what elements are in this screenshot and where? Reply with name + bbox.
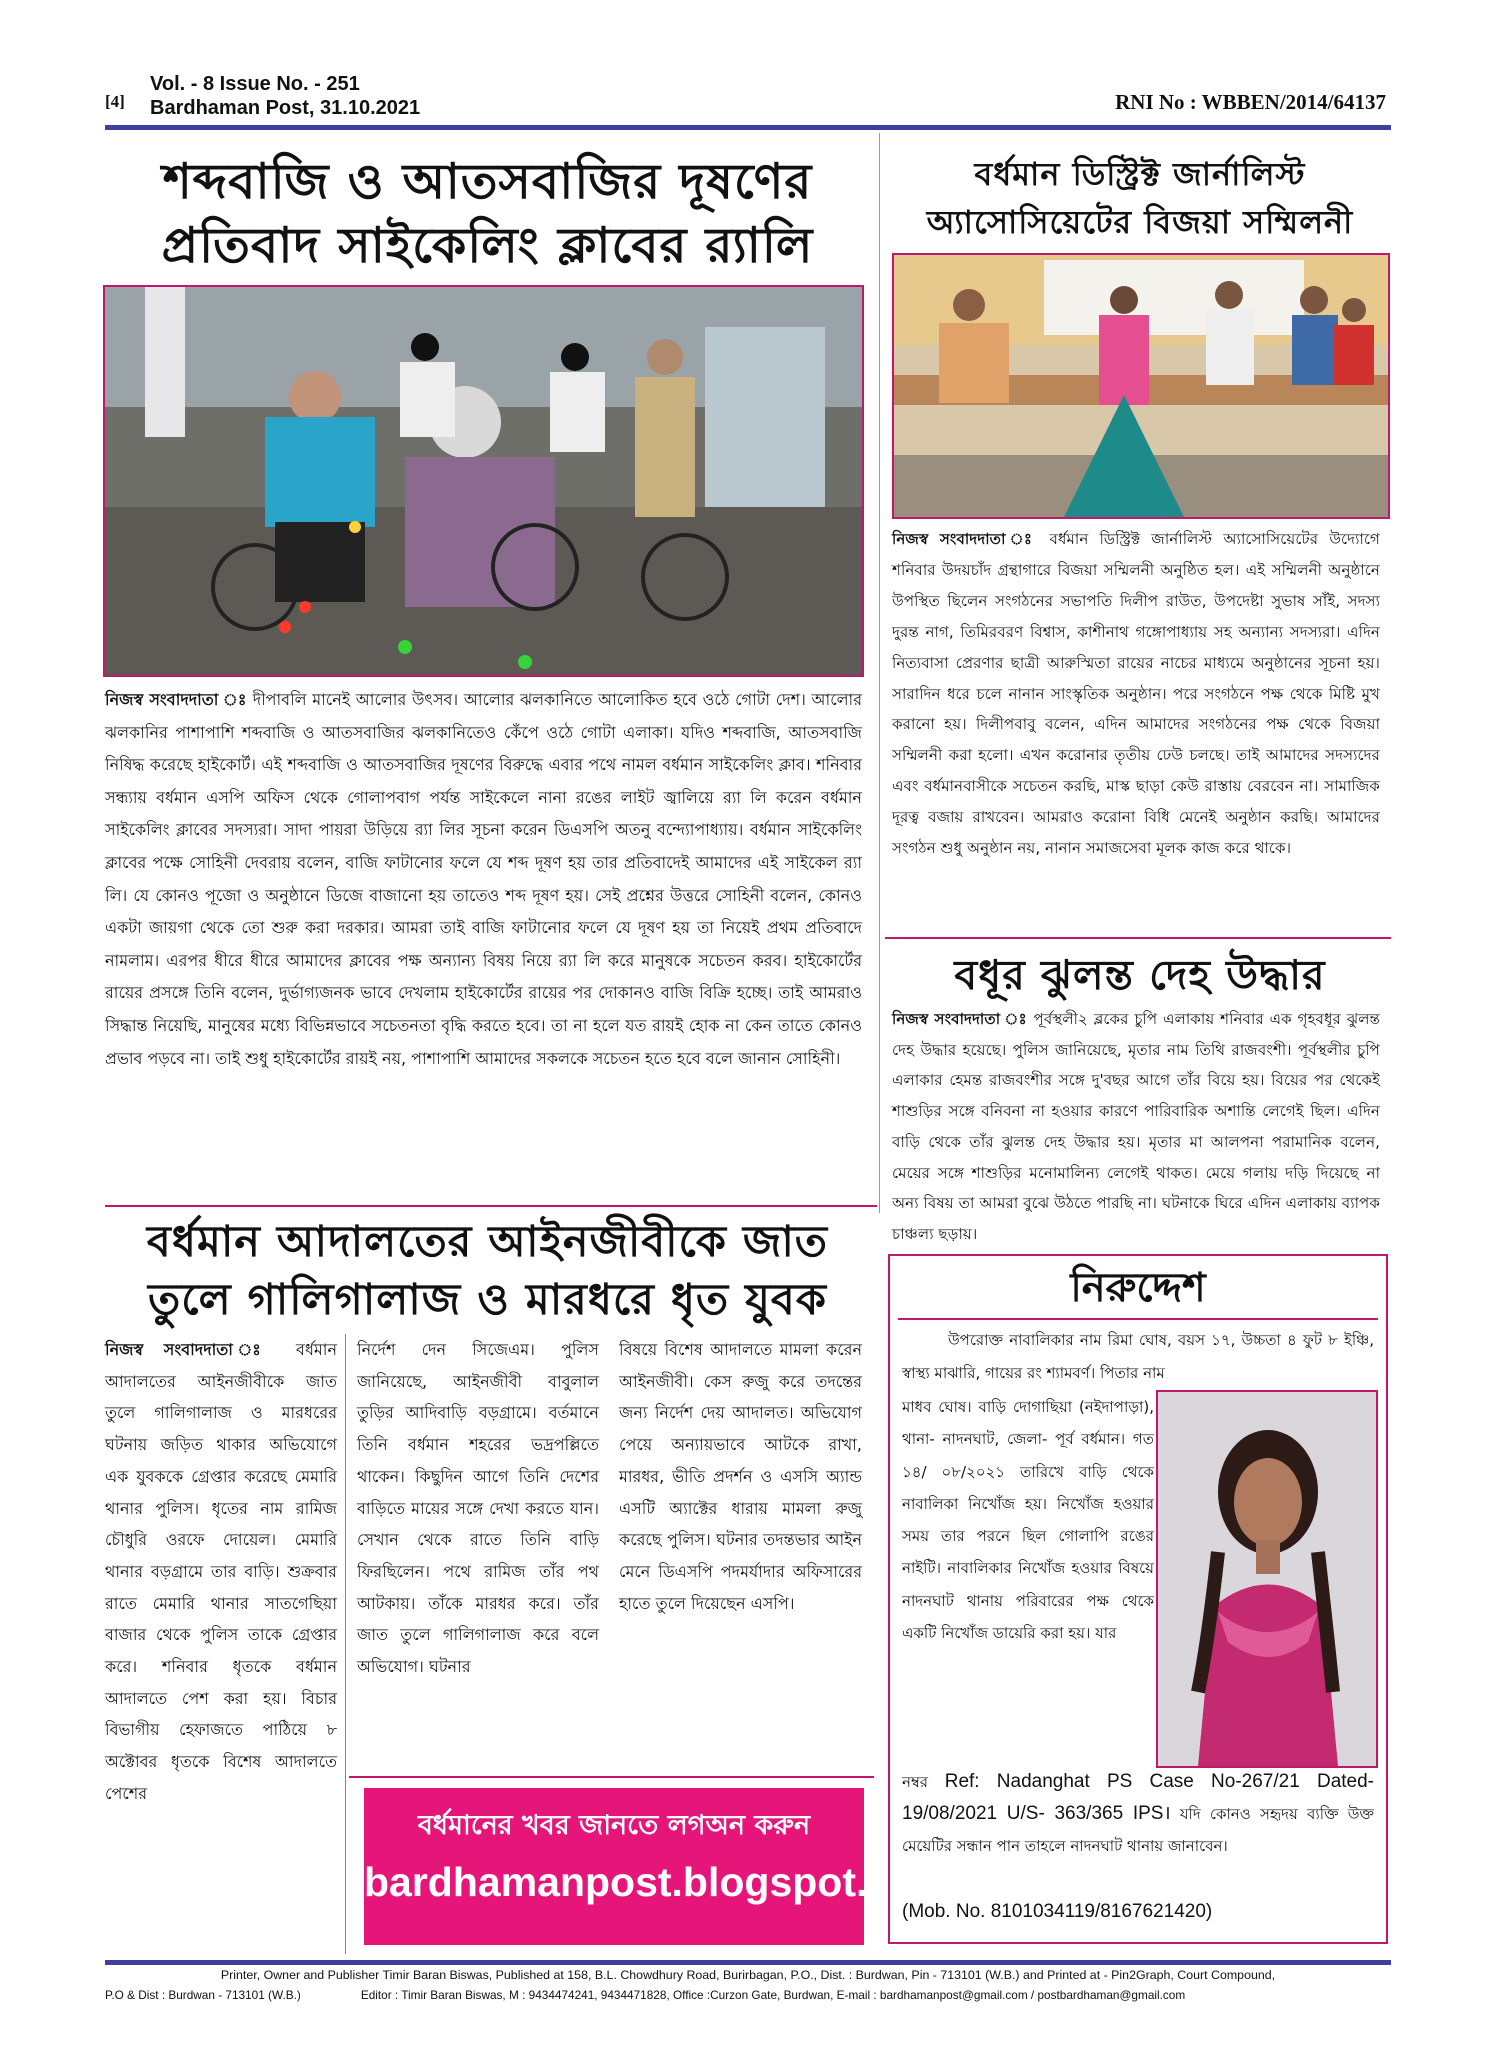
missing-photo bbox=[1156, 1390, 1378, 1768]
missing-box bbox=[888, 1254, 1388, 1944]
story1-byline: নিজস্ব সংবাদদাতা ঃ bbox=[105, 690, 247, 709]
story4-byline: নিজস্ব সংবাদদাতা ঃ bbox=[105, 1340, 276, 1359]
story1-text: দীপাবলি মানেই আলোর উৎসব। আলোর ঝলকানিতে আলোকিত হবে ওঠে গোটা দেশ। আলোর ঝলকানির পাশাপাশি শব্দবাজি ও আতসবাজির ঝলকানিতেও কেঁপে ওঠে গোটা এলাকা। যদিও শব্দবাজি, আতসবাজি নিষিদ্ধ করেছে হাইকোর্ট। এই শব্দবাজি ও আতসবাজির দূষণের বিরুদ্ধে এবার পথে নামল বর্ধমান সাইকেলিং ক্লাব। শনিবার সন্ধ্যায় বর্ধমান এসপি অফিস থেকে গোলাপবাগ পর্যন্ত সাইকেলে নানা রঙের লাইট জ্বালিয়ে র‍্যা লি করেন বর্ধমান সাইকেলিং ক্লাবের সদস্যরা। সাদা পায়রা উড়িয়ে র‍্যা লির সূচনা করেন ডিএসপি অতনু বন্দ্যোপাধ্যায়। বর্ধমান সাইকেলিং ক্লাবের পক্ষে সোহিনী দেবরায় বলেন, বাজি ফাটানোর ফলে যে শব্দ দূষণ হয় তার প্রতিবাদেই আমাদের এই সাইকেল র‍্যা লি। যে কোনও পূজো ও অনুষ্ঠানে ডিজে বাজানো হয় তাতেও শব্দ দূষণ হয়। সেই প্রশ্নের উত্তরে সোহিনী বলেন, কোনও একটা জায়গা থেকে তো শুরু করা দরকার। আমরা তাই বাজি ফাটানোর ফলে যে দূষণ হয় তা নিয়েই প্রথম প্রতিবাদে নামলাম। এরপর ধীরে ধীরে আমাদের ক্লাবের পক্ষ অন্যান্য বিষয় নিয়ে র‍্যা লি করে মানুষকে সচেতন করব। হাইকোর্টের রায়ের প্রসঙ্গে তিনি বলেন, দুর্ভাগ্যজনক ভাবে দেখলাম হাইকোর্টের রায়ের পর দোকানও বাজি বিক্রি হচ্ছে। তাই আমরাও সিদ্ধান্ত নিয়েছি, মানুষের মধ্যে বিভিন্নভাবে সচেতনতা বৃদ্ধি করতে হবে। তা না হলে যত রায়ই হোক না কেন তাতে কোনও প্রভাব পড়বে না। তাই শুধু হাইকোর্টের রায়ই নয়, পাশাপাশি আমাদের সকলকে সচেতন হতে হবে বলে জানান সোহিনী। bbox=[105, 690, 862, 1068]
missing-case-suffix: যদি কোনও সহৃদয় ব্যক্তি উক্ত মেয়েটির সন্ধান পান তাহলে নাদনঘাট থানায় জানাবেন। bbox=[902, 1805, 1374, 1855]
story1-body bbox=[105, 684, 862, 1075]
bottom-rule bbox=[105, 1960, 1391, 1965]
page-number: [4] bbox=[105, 92, 125, 111]
cycling-rally-photo bbox=[105, 287, 862, 675]
missing-title: নিরুদ্দেশ bbox=[1070, 1265, 1206, 1311]
footer-line2-left: P.O & Dist : Burdwan - 713101 (W.B.) bbox=[105, 1988, 301, 2002]
story3-text: পূর্বস্থলী২ ব্লকের চুপি এলাকায় শনিবার এক গৃহবধূর ঝুলন্ত দেহ উদ্ধার হয়েছে। পুলিস জানিয়েছে, মৃতার নাম তিথি রাজবংশী। পূর্বস্থলীর চুপি এলাকার হেমন্ত রাজবংশীর সঙ্গে দু'বছর আগে তাঁর বিয়ে হয়। বিয়ের পর থেকেই শাশুড়ির সঙ্গে বনিবনা না হওয়ার কারণে পারিবারিক অশান্তি লেগেই ছিল। এদিন বাড়ি থেকে তাঁর ঝুলন্ত দেহ উদ্ধার হয়। মৃতার মা আলপনা পরামানিক বলেন, মেয়ের সঙ্গে শাশুড়ির মনোমালিন্য লেগেই থাকত। মেয়ে গলায় দড়ি দিয়েছে না অন্য বিষয় তা আমরা বুঝে উঠতে পারছি না। ঘটনাকে ঘিরে এদিন এলাকায় ব্যাপক চাঞ্চল্য ছড়ায়। bbox=[892, 1010, 1381, 1243]
bijoya-event-photo bbox=[894, 255, 1388, 517]
story3-byline: নিজস্ব সংবাদদাতা ঃ bbox=[892, 1010, 1028, 1028]
story4-headline bbox=[105, 1213, 870, 1329]
missing-case-prefix: নম্বর bbox=[902, 1773, 945, 1791]
story3-body bbox=[892, 1004, 1380, 1250]
story4-headline-line1: বর্ধমান আদালতের আইনজীবীকে জাত bbox=[146, 1217, 829, 1267]
story3-headline: বধূর ঝুলন্ত দেহ উদ্ধার bbox=[954, 951, 1326, 999]
missing-girl-photo bbox=[1158, 1392, 1376, 1766]
story1-headline-line1: শব্দবাজি ও আতসবাজির দূষণের bbox=[162, 153, 813, 210]
story4-col1 bbox=[105, 1334, 337, 1810]
issue-info bbox=[150, 72, 420, 120]
footer-line2 bbox=[105, 1988, 1391, 2002]
story2-byline: নিজস্ব সংবাদদাতা ঃ bbox=[892, 530, 1039, 548]
missing-intro: উপরোক্ত নাবালিকার নাম রিমা ঘোষ, বয়স ১৭, উচ্চতা ৪ ফুট ৮ ইঞ্চি, স্বাস্থ্য মাঝারি, গায়ের রং শ্যামবর্ণ। পিতার নাম bbox=[902, 1331, 1374, 1382]
story4-col1-text: বর্ধমান আদালতের আইনজীবীকে জাত তুলে গালিগালাজ ও মারধরের ঘটনায় জড়িত থাকার অভিযোগে এক যুবককে গ্রেপ্তার করেছে মেমারি থানার পুলিস। ধৃতের নাম রামিজ চৌধুরি ওরফে দোয়েল। মেমারি থানার বড়গ্রামে তার বাড়ি। শুক্রবার রাতে মেমারি থানার সাতগেছিয়া বাজার থেকে পুলিস তাকে গ্রেপ্তার করে। শনিবার ধৃতকে বর্ধমান আদালতে পেশ করা হয়। বিচার বিভাগীয় হেফাজতে পাঠিয়ে ৮ অক্টোবর ধৃতকে বিশেষ আদালতে পেশের bbox=[105, 1340, 337, 1803]
ad-line1: বর্ধমানের খবর জানতে লগঅন করুন bbox=[417, 1810, 811, 1841]
story2-body bbox=[892, 524, 1380, 864]
story2-photo bbox=[892, 253, 1390, 519]
story2-headline-line2: অ্যাসোসিয়েটের বিজয়া সম্মিলনী bbox=[926, 203, 1354, 241]
story1-headline-line2: প্রতিবাদ সাইকেলিং ক্লাবের র‍্যালি bbox=[161, 217, 814, 274]
missing-mobile: (Mob. No. 8101034119/8167621420) bbox=[902, 1901, 1213, 1922]
vol-issue: Vol. - 8 Issue No. - 251 bbox=[150, 73, 360, 95]
story2-text: বর্ধমান ডিস্ট্রিক্ট জার্নালিস্ট অ্যাসোসিয়েটের উদ্যোগে শনিবার উদয়চাঁদ গ্রন্থাগারে বিজয়া সম্মিলনী অনুষ্ঠিত হল। এই সম্মিলনী অনুষ্ঠানে উপস্থিত ছিলেন সংগঠনের সভাপতি দিলীপ রাউত, উপদেষ্টা সুভাষ সাঁই, সদস্য দুরন্ত নাগ, তিমিরবরণ বিশ্বাস, কাশীনাথ গঙ্গোপাধ্যায় সহ অন্যান্য সদস্যরা। এদিন নিত্যবাসা প্রেরণার ছাত্রী আরুস্মিতা রায়ের নাচের মাধ্যমে অনুষ্ঠানের সূচনা হয়। সারাদিন ধরে চলে নানান সাংস্কৃতিক অনুষ্ঠান। পরে সংগঠনে পক্ষ থেকে মিষ্টি মুখ করানো হয়। দিলীপবাবু বলেন, এদিন আমাদের সংগঠনের পক্ষ থেকে বিজয়া সম্মিলনী করা হলো। এখন করোনার তৃতীয় ঢেউ চলছে। তাই আমাদের সদস্যদের এবং বর্ধমানবাসীকে সচেতন করছি, মাস্ক ছাড়া কেউ রাস্তায় বেরবেন না। সামাজিক দূরত্ব বজায় রাখবেন। আমরাও করোনা বিধি মেনেই অনুষ্ঠান করছি। আমাদের সংগঠন শুধু অনুষ্ঠান নয়, নানান সমাজসেবা মূলক কাজ করে থাকে। bbox=[892, 530, 1381, 858]
story1-photo bbox=[103, 285, 864, 677]
top-rule bbox=[105, 125, 1391, 130]
missing-case-ref: Ref: Nadanghat PS Case No-267/21 Dated-19/08/2021 U/S- 363/365 IPS। bbox=[902, 1771, 1374, 1824]
section-divider bbox=[105, 1205, 877, 1207]
ad-line2[interactable]: bardhamanpost.blogspot.com bbox=[364, 1859, 952, 1905]
story4-col3: বিষয়ে বিশেষ আদালতে মামলা করেন আইনজীবী। কেস রুজু করে তদন্তের জন্য নির্দেশ দেয় আদালত। অভিযোগ পেয়ে অন্যায়ভাবে আটকে রাখা, মারধর, ভীতি প্রদর্শন ও এসসি অ্যান্ড এসটি অ্যাক্টের ধারায় মামলা রুজু করেছে পুলিস। ঘটনার তদন্তভার আইন মেনে ডিএসপি পদমর্যাদার অফিসারের হাতে তুলে দিয়েছেন এসপি। bbox=[619, 1340, 862, 1613]
story4-headline-line2: তুলে গালিগালাজ ও মারধরে ধৃত যুবক bbox=[148, 1275, 827, 1325]
footer-line1: Printer, Owner and Publisher Timir Baran Biswas, Published at 158, B.L. Chowdhury Road, Burirbagan, P.O., Dist. : Burdwan, Pin - 713101 (W.B.) and Printed at - Pin2Graph, Court Compound, bbox=[220, 1968, 1276, 1982]
missing-side-text: মাধব ঘোষ। বাড়ি দোগাছিয়া (নইদাপাড়া), থানা- নাদনঘাট, জেলা- পূর্ব বর্ধমান। গত ১৪/ ০৮/২০২১ তারিখে বাড়ি থেকে নাবালিকা নিখোঁজ হয়। নিখোঁজ হওয়ার সময় তার পরনে ছিল গোলাপি রঙের নাইটি। নাবালিকার নিখোঁজ হওয়ার বিষয়ে নাদনঘাট থানায় পরিবারের পক্ষ থেকে একটি নিখোঁজ ডায়েরি করা হয়। যার bbox=[902, 1398, 1154, 1643]
rni-number: RNI No : WBBEN/2014/64137 bbox=[1115, 90, 1386, 114]
story2-divider bbox=[885, 937, 1391, 939]
story1-headline bbox=[105, 150, 870, 278]
story4-col2: নির্দেশ দেন সিজেএম। পুলিস জানিয়েছে, আইনজীবী বাবুলাল তুড়ির আদিবাড়ি বড়গ্রামে। বর্তমানে তিনি বর্ধমান শহরের ভদ্রপল্লিতে থাকেন। কিছুদিন আগে তিনি দেশের বাড়িতে মায়ের সঙ্গে দেখা করতে যান। সেখান থেকে রাতে তিনি বাড়ি ফিরছিলেন। পথে রামিজ তাঁর পথ আটকায়। তাঁকে মারধর করে। তাঁর জাত তুলে গালিগালাজ করে বলে অভিযোগ। ঘটনার bbox=[357, 1340, 599, 1677]
story4-col-divider bbox=[345, 1334, 346, 1954]
column-divider bbox=[879, 133, 880, 1213]
footer-line2-right: Editor : Timir Baran Biswas, M : 9434474241, 9434471828, Office :Curzon Gate, Burdwan, E-mail : bardhamanpost@gmail.com / postbardhaman@gmail.com bbox=[360, 1988, 1186, 2002]
story2-headline bbox=[890, 150, 1390, 246]
missing-title-rule bbox=[898, 1318, 1378, 1320]
missing-case bbox=[902, 1766, 1374, 1862]
paper-date: Bardhaman Post, 31.10.2021 bbox=[150, 97, 421, 119]
story2-headline-line1: বর্ধমান ডিস্ট্রিক্ট জার্নালিস্ট bbox=[974, 155, 1306, 193]
blog-ad[interactable] bbox=[364, 1788, 952, 1945]
